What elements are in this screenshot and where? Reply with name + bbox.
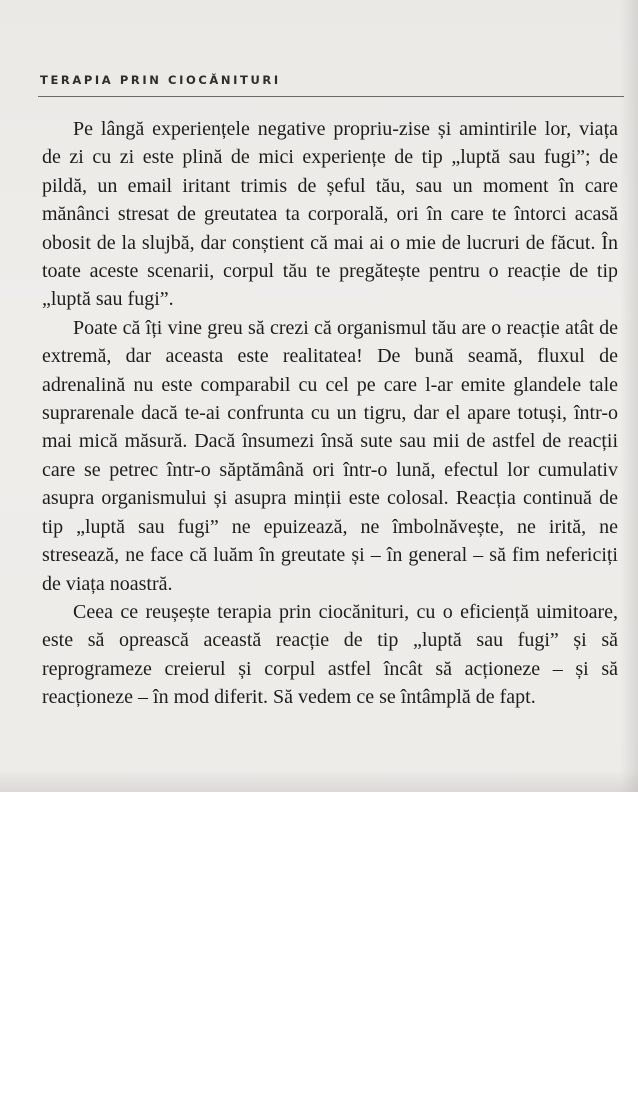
header-rule [38,96,624,97]
paragraph-2: Poate că îți vine greu să crezi că organismul tău are o reacție atât de extremă, dar aceasta este realitatea! De bună seamă, fluxul de adrenalină nu este comparabil cu cel pe care l-ar emite glandele tale suprarenale dacă te-ai confrunta cu un tigru, dar el apare totuși, într-o mai mică măsură. Dacă însumezi însă sute sau mii de astfel de reacții care se petrec într-o săptămână ori într-o lună, efectul lor cumulativ asupra organismului și asupra minții este colosal. Reacția continuă de tip „luptă sau fugi” ne epuizează, ne îmbolnăvește, ne irită, ne stresează, ne face că luăm în greutate și – în general – să fim nefericiți de viața noastră. [42,316,618,595]
body-text [42,115,618,712]
page-edge-shadow [620,0,638,792]
page-bottom-shadow [0,770,638,792]
paragraph-1: Pe lângă experiențele negative propriu-zise și amintirile lor, viața de zi cu zi este plină de mici experiențe de tip „luptă sau fugi”; de pildă, un email iritant trimis de șeful tău, sau un moment în care mănânci stresat de greutatea ta corporală, ori în care te întorci acasă obosit de la slujbă, dar conștient că mai ai o mie de lucruri de făcut. În toate aceste scenarii, corpul tău te pregătește pentru o reacție de tip „luptă sau fugi”. [42,118,618,311]
running-head: TERAPIA PRIN CIOCĂNITURI [40,73,281,87]
paragraph-3: Ceea ce reușește terapia prin ciocănituri, cu o eficiență uimitoare, este să oprească această reacție de tip „luptă sau fugi” și să reprogrameze creierul și corpul astfel încât să acționeze – și să reacționeze – în mod diferit. Să vedem ce se întâmplă de fapt. [42,600,618,709]
